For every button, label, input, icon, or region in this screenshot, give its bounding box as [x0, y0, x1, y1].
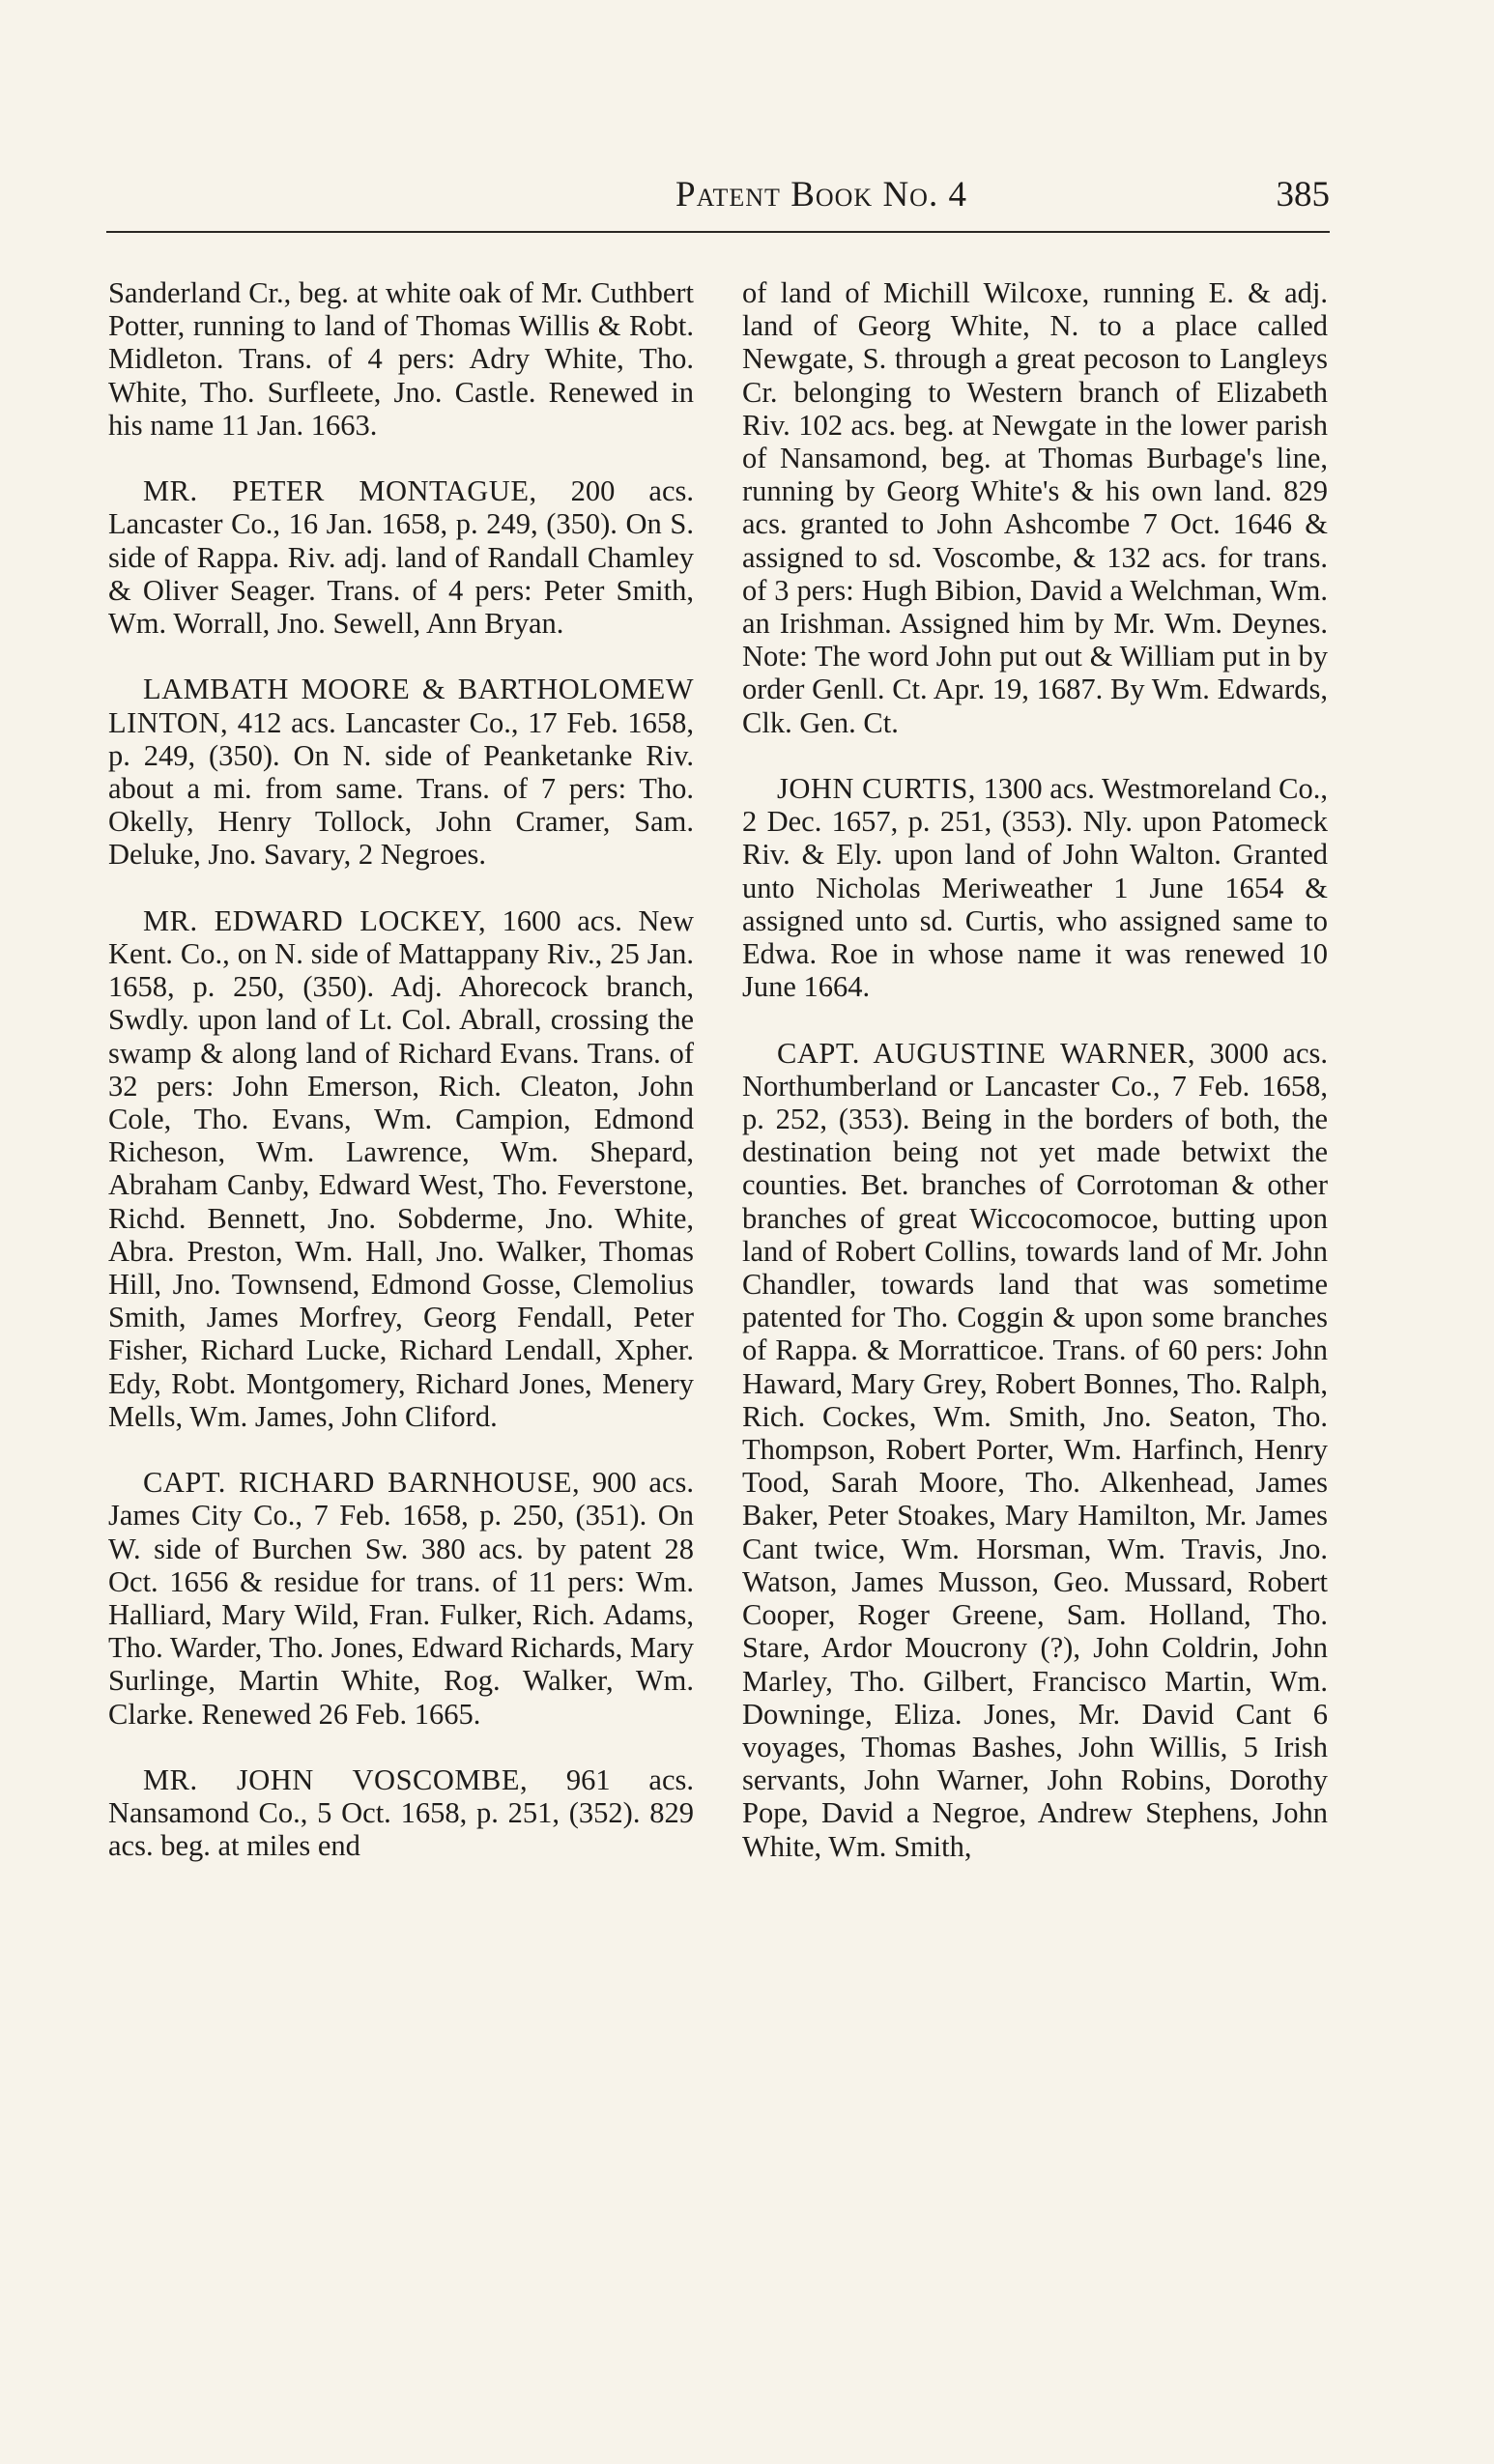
patent-entry — [108, 1763, 694, 1863]
grantee-name: MR. EDWARD LOCKEY, — [143, 903, 487, 937]
entry-text: of land of Michill Wilcoxe, running E. & adj. land of Georg White, N. to a place called Newgate, S. through a great pecoson to Langleys Cr. belonging to Western branch of Elizabeth Riv. 102 acs. beg. at Newgate in the lower parish of Nansamond, beg. at Thomas Burbage's line, running by Georg White's & his own land. 829 acs. granted to John Ashcombe 7 Oct. 1646 & assigned to sd. Voscombe, & 132 acs. for trans. of 3 pers: Hugh Bibion, David a Welchman, Wm. an Irishman. Assigned him by Mr. Wm. Deynes. Note: The word John put out & William put in by order Genll. Ct. Apr. 19, 1687. By Wm. Edwards, Clk. Gen. Ct. — [742, 276, 1328, 739]
entry-text: 900 acs. James City Co., 7 Feb. 1658, p. 250, (351). On W. side of Burchen Sw. 380 acs. by patent 28 Oct. 1656 & residue for trans. of 11 pers: Wm. Halliard, Mary Wild, Fran. Fulker, Rich. Adams, Tho. Warder, Tho. Jones, Edward Richards, Mary Surlinge, Martin White, Rog. Walker, Wm. Clarke. Renewed 26 Feb. 1665. — [108, 1466, 694, 1731]
running-title: Patent Book No. 4 — [675, 175, 967, 215]
grantee-name: JOHN CURTIS, — [777, 772, 976, 806]
entry-text: 1300 acs. Westmoreland Co., 2 Dec. 1657, p. 251, (353). Nly. upon Patomeck Riv. & Ely. upon land of John Walton. Granted unto Nicholas Meriweather 1 June 1654 & assigned unto sd. Curtis, who assigned same to Edwa. Roe in whose name it was renewed 10 June 1664. — [742, 772, 1328, 1004]
entry-text: Sanderland Cr., beg. at white oak of Mr. Cuthbert Potter, running to land of Thomas Willis & Robt. Midleton. Trans. of 4 pers: Adry White, Tho. White, Tho. Surfleete, Jno. Castle. Renewed in his name 11 Jan. 1663. — [108, 276, 694, 442]
header-rule — [106, 231, 1330, 233]
patent-entry — [742, 1037, 1328, 1863]
entry-text: 200 acs. Lancaster Co., 16 Jan. 1658, p. 249, (350). On S. side of Rappa. Riv. adj. land of Randall Chamley & Oliver Seager. Trans. of 4 pers: Peter Smith, Wm. Worrall, Jno. Sewell, Ann Bryan. — [108, 474, 694, 641]
entry-text: 412 acs. Lancaster Co., 17 Feb. 1658, p. 249, (350). On N. side of Peanketanke Riv. about a mi. from same. Trans. of 7 pers: Tho. Okelly, Henry Tollock, John Cramer, Sam. Deluke, Jno. Savary, 2 Negroes. — [108, 705, 694, 872]
patent-entry — [108, 1466, 694, 1731]
patent-entry — [108, 276, 694, 442]
grantee-name: CAPT. AUGUSTINE WARNER, — [777, 1036, 1195, 1070]
patent-entry — [108, 474, 694, 640]
page-number: 385 — [1276, 175, 1330, 215]
patent-entry — [108, 673, 694, 871]
grantee-name: CAPT. RICHARD BARNHOUSE, — [143, 1466, 581, 1500]
left-column — [108, 276, 694, 1863]
grantee-name: MR. JOHN VOSCOMBE, — [143, 1763, 529, 1797]
right-column — [742, 276, 1328, 1863]
patent-entry — [742, 772, 1328, 1003]
page-header — [106, 162, 1330, 220]
patent-entry — [742, 276, 1328, 739]
entry-text: 961 acs. Nansamond Co., 5 Oct. 1658, p. 251, (352). 829 acs. beg. at miles end — [108, 1763, 694, 1863]
entry-text: 1600 acs. New Kent. Co., on N. side of Mattappany Riv., 25 Jan. 1658, p. 250, (350). Adj. Ahorecock branch, Swdly. upon land of Lt. Col. Abrall, crossing the swamp & along land of Richard Evans. Trans. of 32 pers: John Emerson, Rich. Cleaton, John Cole, Tho. Evans, Wm. Campion, Edmond Richeson, Wm. Lawrence, Wm. Shepard, Abraham Canby, Edward West, Tho. Feverstone, Richd. Bennett, Jno. Sobderme, Jno. White, Abra. Preston, Wm. Hall, Jno. Walker, Thomas Hill, Jno. Townsend, Edmond Gosse, Clemolius Smith, James Morfrey, Georg Fendall, Peter Fisher, Richard Lucke, Richard Lendall, Xpher. Edy, Robt. Montgomery, Richard Jones, Menery Mells, Wm. James, John Cliford. — [108, 903, 694, 1433]
patent-entry — [108, 904, 694, 1433]
grantee-name: MR. PETER MONTAGUE, — [143, 474, 537, 508]
entry-text: 3000 acs. Northumberland or Lancaster Co., 7 Feb. 1658, p. 252, (353). Being in the borders of both, the destination being not yet made betwixt the counties. Bet. branches of Corrotoman & other branches of great Wiccocomocoe, butting upon land of Robert Collins, towards land of Mr. John Chandler, towards land that was sometime patented for Tho. Coggin & upon some branches of Rappa. & Morratticoe. Trans. of 60 pers: John Haward, Mary Grey, Robert Bonnes, Tho. Ralph, Rich. Cockes, Wm. Smith, Jno. Seaton, Tho. Thompson, Robert Porter, Wm. Harfinch, Henry Tood, Sarah Moore, Tho. Alkenhead, James Baker, Peter Stoakes, Mary Hamilton, Mr. James Cant twice, Wm. Horsman, Wm. Travis, Jno. Watson, James Musson, Geo. Mussard, Robert Cooper, Roger Greene, Sam. Holland, Tho. Stare, Ardor Moucrony (?), John Coldrin, John Marley, Tho. Gilbert, Francisco Martin, Wm. Downinge, Eliza. Jones, Mr. David Cant 6 voyages, Thomas Bashes, John Willis, 5 Irish servants, John Warner, John Robins, Dorothy Pope, David a Negroe, Andrew Stephens, John White, Wm. Smith, — [742, 1036, 1328, 1863]
grantee-name: LAMBATH MOORE & BARTHOLOMEW LINTON, — [108, 673, 694, 739]
